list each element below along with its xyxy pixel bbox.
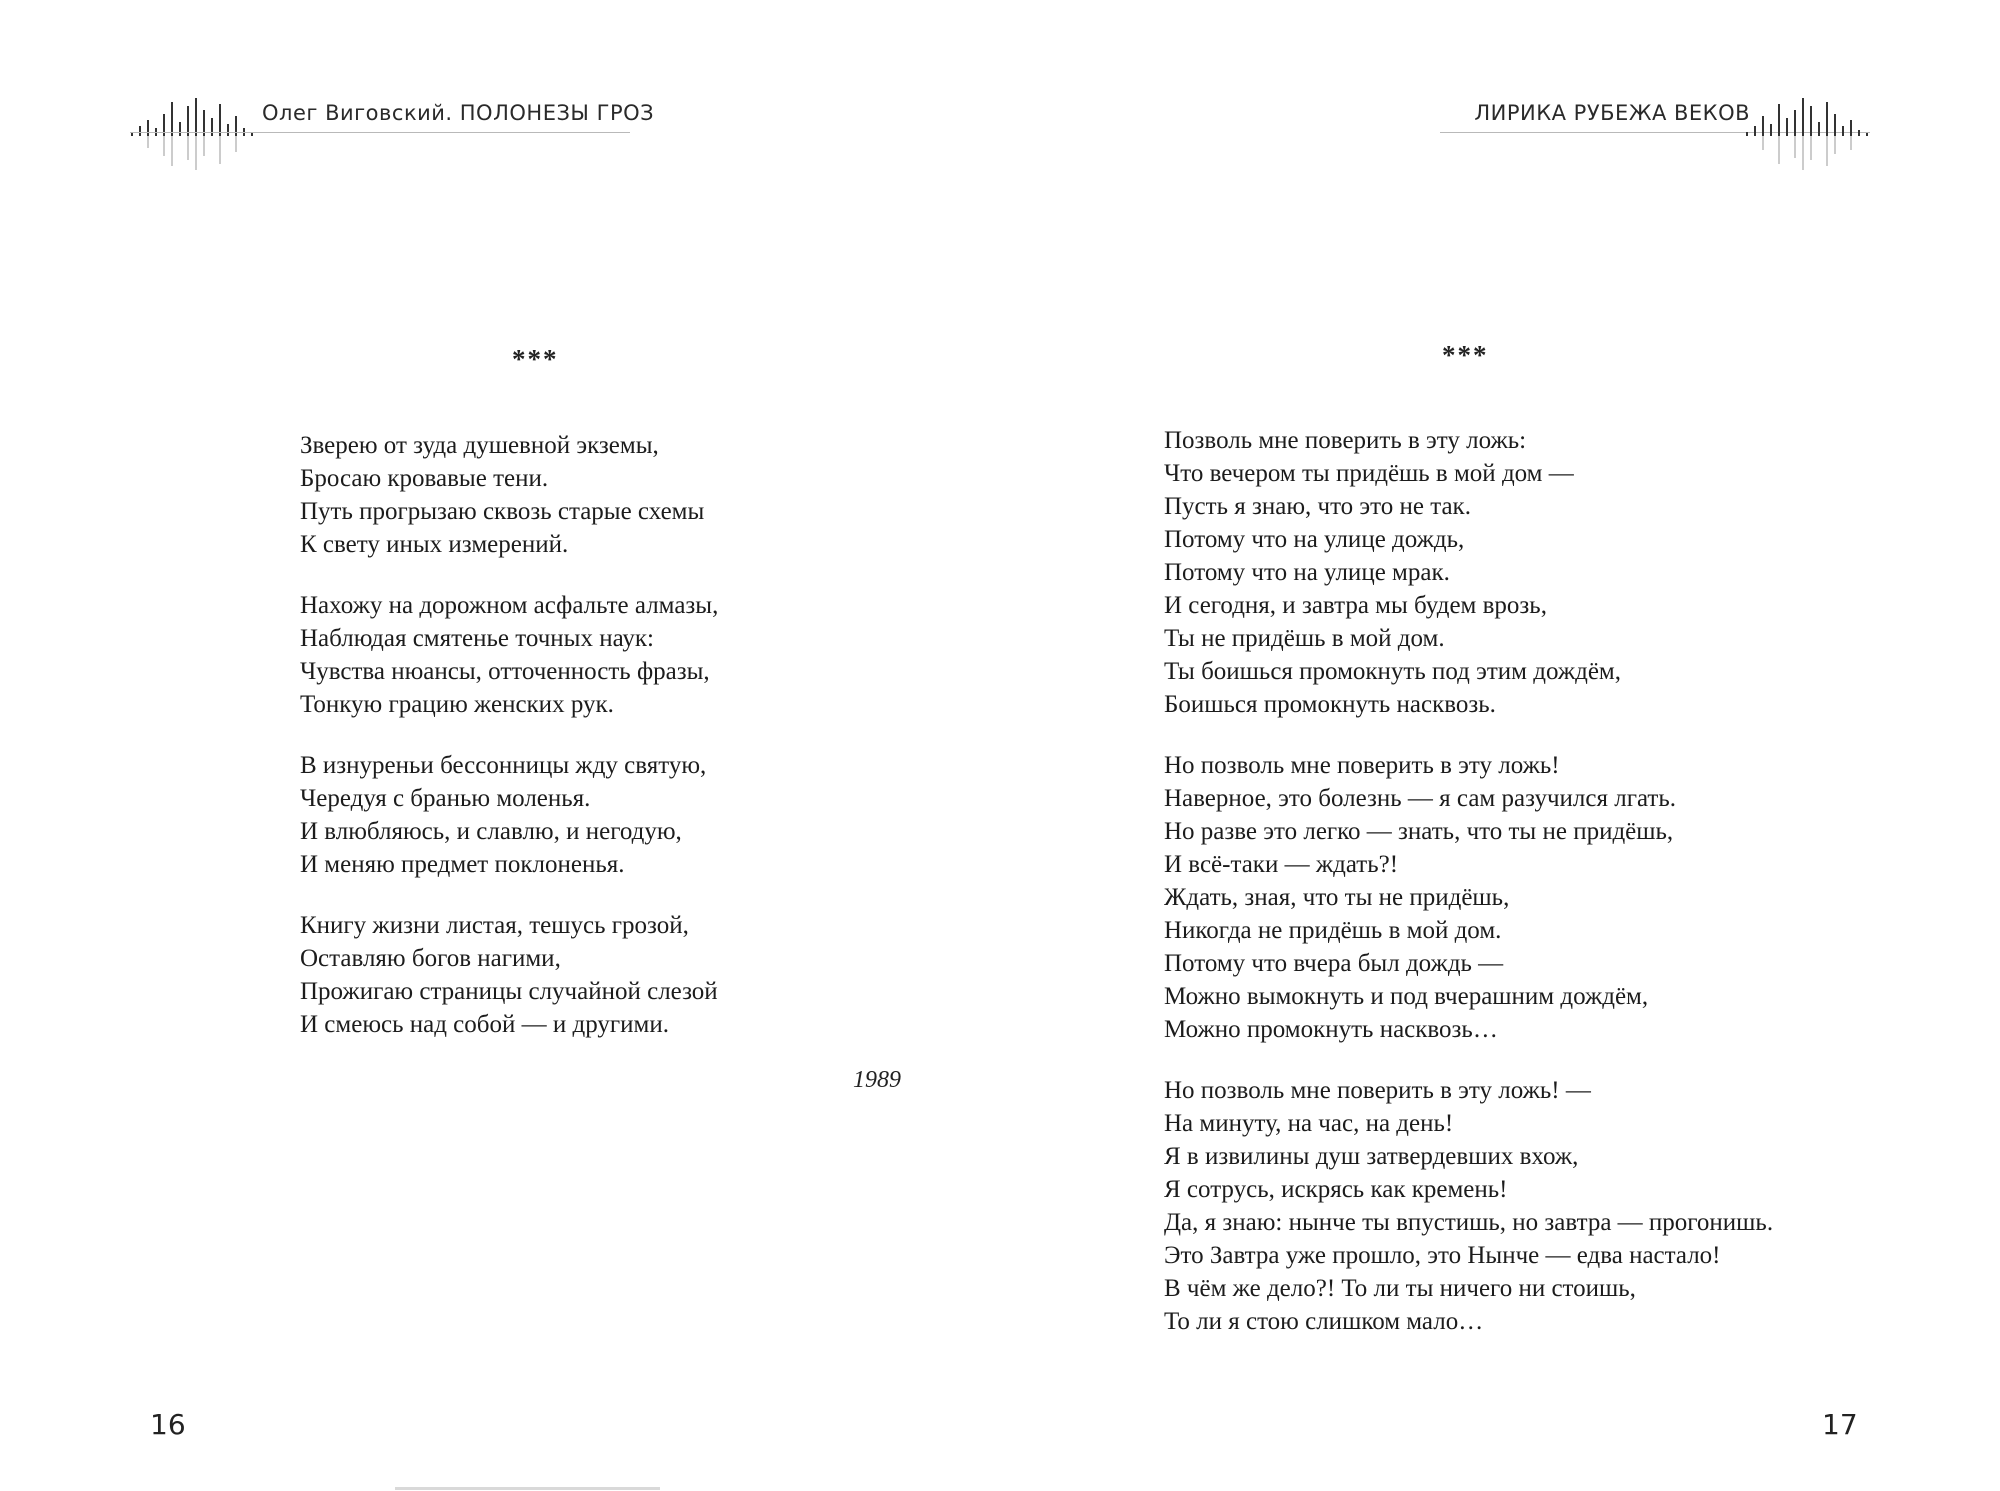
poem-line: Это Завтра уже прошло, это Нынче — едва настало! — [1164, 1242, 1721, 1269]
poem-line: Потому что вчера был дождь — — [1164, 950, 1504, 977]
poem-line: Нахожу на дорожном асфальте алмазы, — [300, 592, 719, 619]
poem-stanza — [1164, 1074, 1773, 1338]
poem-line: Зверею от зуда душевной экземы, — [300, 432, 659, 459]
poem-line: Позволь мне поверить в эту ложь: — [1164, 427, 1527, 454]
scan-edge-mark — [395, 1487, 660, 1490]
poem-line: Чувства нюансы, отточенность фразы, — [300, 658, 710, 685]
poem-line: В изнуреньи бессонницы жду святую, — [300, 752, 707, 779]
poem-line: Ждать, зная, что ты не придёшь, — [1164, 884, 1510, 911]
right-header-ornament — [1745, 96, 1880, 172]
left-poem-separator: *** — [512, 344, 559, 374]
poem-line: Но позволь мне поверить в эту ложь! — [1164, 752, 1560, 779]
poem-line: То ли я стою слишком мало… — [1164, 1308, 1484, 1335]
right-poem — [1164, 424, 1773, 1366]
poem-line: И влюбляюсь, и славлю, и негодую, — [300, 818, 682, 845]
poem-stanza — [300, 909, 718, 1041]
poem-line: Никогда не придёшь в мой дом. — [1164, 917, 1502, 944]
left-header-ornament — [130, 96, 265, 172]
poem-line: Чередуя с бранью моленья. — [300, 785, 591, 812]
poem-line: Тонкую грацию женских рук. — [300, 691, 614, 718]
left-running-head: Олег Виговский. ПОЛОНЕЗЫ ГРОЗ — [262, 101, 655, 125]
poem-line: К свету иных измерений. — [300, 531, 569, 558]
poem-line: Ты боишься промокнуть под этим дождём, — [1164, 658, 1621, 685]
poem-line: И меняю предмет поклоненья. — [300, 851, 625, 878]
poem-line: Боишься промокнуть насквозь. — [1164, 691, 1496, 718]
poem-line: Оставляю богов нагими, — [300, 945, 561, 972]
poem-line: И сегодня, и завтра мы будем врозь, — [1164, 592, 1547, 619]
poem-line: Я в извилины душ затвердевших вхож, — [1164, 1143, 1579, 1170]
poem-line: Я сотрусь, искрясь как кремень! — [1164, 1176, 1508, 1203]
poem-line: Но разве это легко — знать, что ты не придёшь, — [1164, 818, 1674, 845]
poem-date: 1989 — [853, 1067, 901, 1093]
page-number-left: 16 — [150, 1408, 186, 1441]
poem-line: Книгу жизни листая, тешусь грозой, — [300, 912, 689, 939]
poem-line: Пусть я знаю, что это не так. — [1164, 493, 1471, 520]
poem-stanza — [300, 589, 718, 721]
poem-line: Потому что на улице дождь, — [1164, 526, 1465, 553]
poem-stanza — [300, 429, 718, 561]
poem-line: Можно промокнуть насквозь… — [1164, 1016, 1498, 1043]
right-running-head: ЛИРИКА РУБЕЖА ВЕКОВ — [1474, 101, 1750, 125]
poem-stanza — [1164, 749, 1773, 1046]
page-number-right: 17 — [1822, 1408, 1858, 1441]
poem-line: На минуту, на час, на день! — [1164, 1110, 1454, 1137]
poem-line: И всё-таки — ждать?! — [1164, 851, 1399, 878]
poem-stanza — [300, 749, 718, 881]
poem-line: Но позволь мне поверить в эту ложь! — — [1164, 1077, 1591, 1104]
poem-stanza — [1164, 424, 1773, 721]
right-poem-separator: *** — [1442, 340, 1489, 370]
poem-line: Ты не придёшь в мой дом. — [1164, 625, 1445, 652]
poem-line: Наблюдая смятенье точных наук: — [300, 625, 655, 652]
poem-line: Путь прогрызаю сквозь старые схемы — [300, 498, 705, 525]
poem-line: Прожигаю страницы случайной слезой — [300, 978, 718, 1005]
poem-line: И смеюсь над собой — и другими. — [300, 1011, 669, 1038]
left-poem — [300, 429, 718, 1069]
left-header-rule — [130, 132, 630, 133]
poem-line: Да, я знаю: нынче ты впустишь, но завтра — прогонишь. — [1164, 1209, 1774, 1236]
poem-line: В чём же дело?! То ли ты ничего ни стоишь, — [1164, 1275, 1636, 1302]
poem-line: Наверное, это болезнь — я сам разучился лгать. — [1164, 785, 1676, 812]
poem-line: Потому что на улице мрак. — [1164, 559, 1450, 586]
poem-line: Что вечером ты придёшь в мой дом — — [1164, 460, 1574, 487]
poem-line: Бросаю кровавые тени. — [300, 465, 549, 492]
poem-line: Можно вымокнуть и под вчерашним дождём, — [1164, 983, 1649, 1010]
